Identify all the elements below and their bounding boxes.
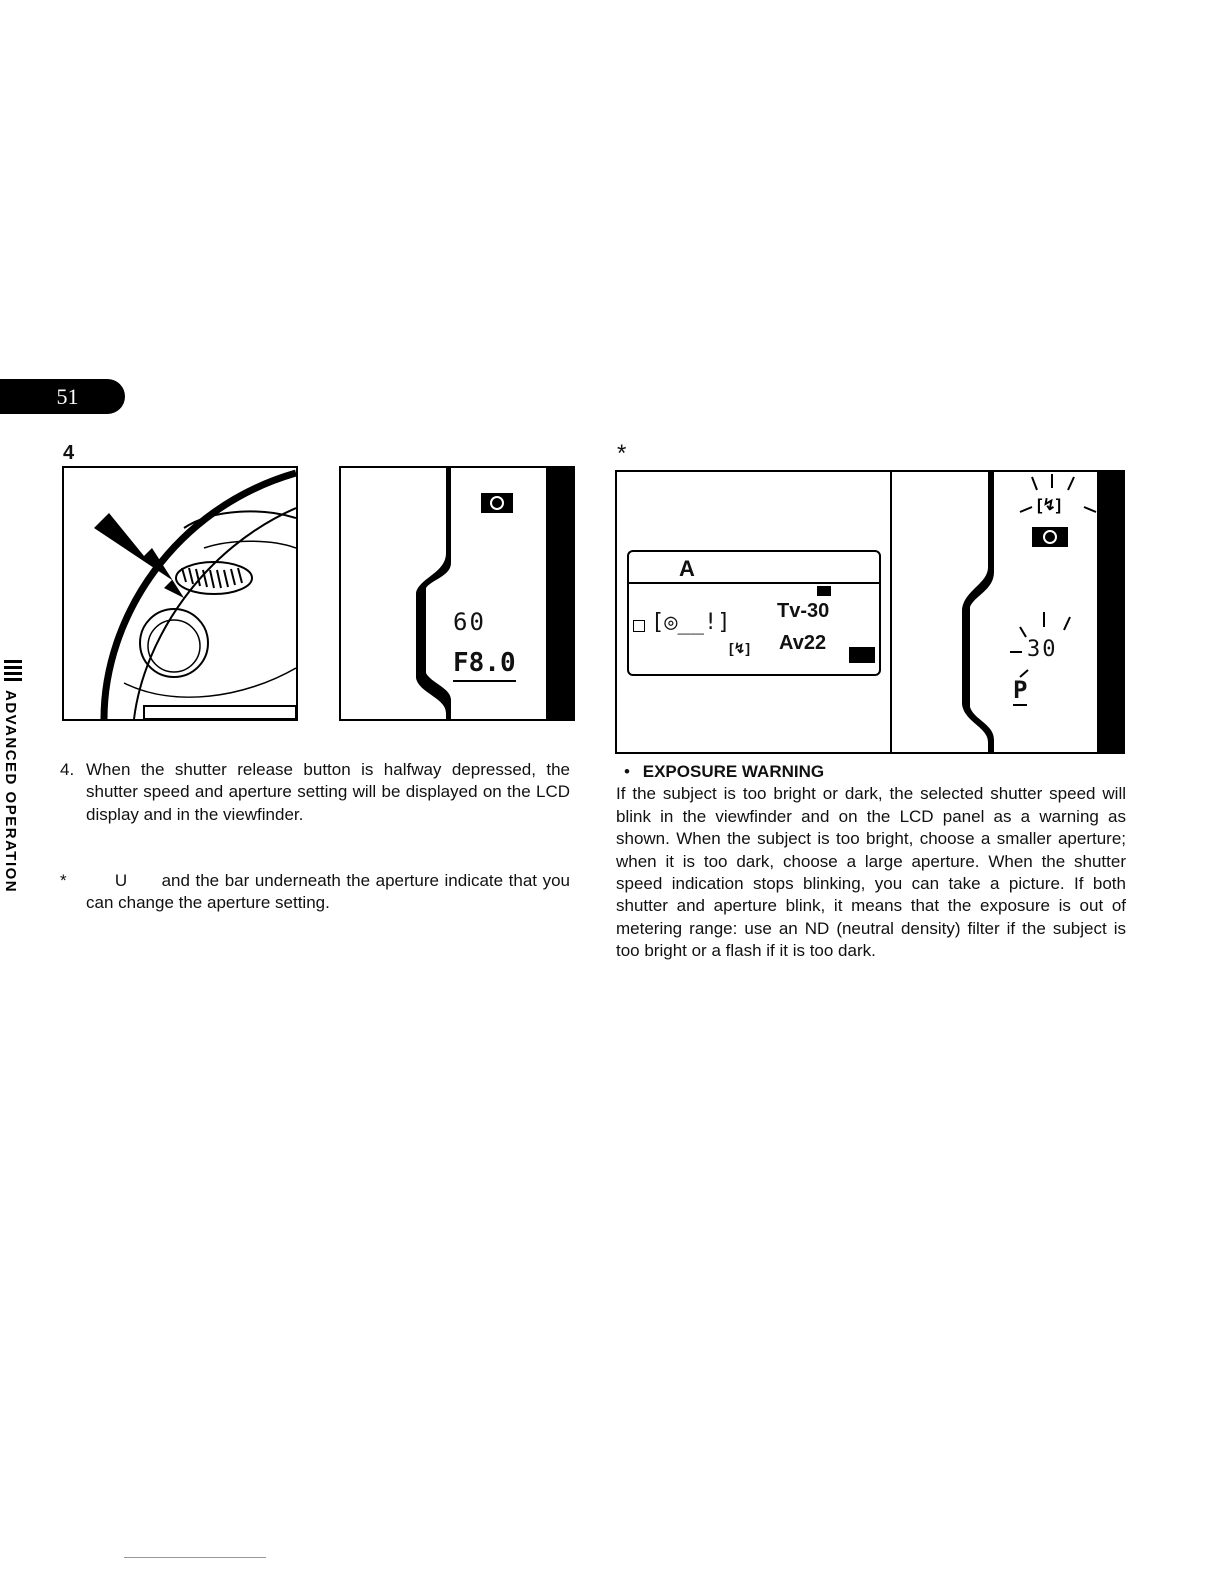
warning-body: If the subject is too bright or dark, the selected shutter speed will blink in the viewfinder and on the LCD panel as a warning as shown. When the subject is too bright, choose a smaller aperture; when it is too dark, choose a large aperture. When the shutter speed indication stops blinking, you can take a picture. If both shutter and aperture blink, it means that the exposure is out of metering range: use an ND (neutral density) filter if the subject is too bright or a flash if it is too dark. xyxy=(616,784,1126,961)
section-marker-bars xyxy=(4,660,22,684)
viewfinder-shutter-blinking: 30 xyxy=(1027,637,1058,662)
svg-text:[↯]: [↯] xyxy=(1037,497,1062,514)
step-text: When the shutter release button is halfway depressed, the shutter speed and aperture setting will be displayed on the LCD display and in the viewfinder. xyxy=(86,760,570,824)
metering-bracket-icon: [◎__!] xyxy=(651,610,731,635)
camera-illustration xyxy=(62,466,298,721)
lcd-panel xyxy=(627,550,881,676)
note-text: and the bar underneath the aperture indicate that you can change the aperture setting. xyxy=(86,871,570,913)
section-label: ADVANCED OPERATION xyxy=(2,690,19,894)
battery-icon xyxy=(849,647,875,663)
aperture-note-paragraph xyxy=(60,870,570,915)
flash-icon: [↯] xyxy=(729,640,751,656)
asterisk-marker: * xyxy=(617,440,627,467)
viewfinder-display-right xyxy=(892,472,1123,752)
frame-counter-icon xyxy=(633,620,645,632)
section-side-tab xyxy=(0,660,32,940)
exposure-warning-section xyxy=(616,761,1126,963)
page-number: 51 xyxy=(56,384,79,409)
viewfinder-aperture-readout: F8.0 xyxy=(453,648,516,682)
aperture-change-symbol: U xyxy=(114,871,128,890)
viewfinder-mode-readout: P xyxy=(1013,676,1028,704)
step-label: 4 xyxy=(63,442,75,464)
page-number-tab xyxy=(0,379,125,414)
warning-bullet: • xyxy=(624,762,630,781)
camera-body-drawing xyxy=(64,468,296,719)
exposure-warning-figure xyxy=(615,470,1125,754)
lcd-mode-indicator: A xyxy=(679,556,695,581)
note-star: * xyxy=(60,871,67,890)
viewfinder-display-left xyxy=(339,466,575,721)
footer-rule xyxy=(124,1557,266,1558)
af-mode-icon xyxy=(817,586,831,596)
lcd-aperture-readout: Av22 xyxy=(779,632,827,654)
lcd-shutter-readout: Tv-30 xyxy=(777,600,830,622)
step-4-paragraph xyxy=(60,759,570,826)
warning-title: EXPOSURE WARNING xyxy=(642,762,825,781)
step-number: 4. xyxy=(60,760,75,779)
viewfinder-shutter-readout: 60 xyxy=(453,608,486,636)
